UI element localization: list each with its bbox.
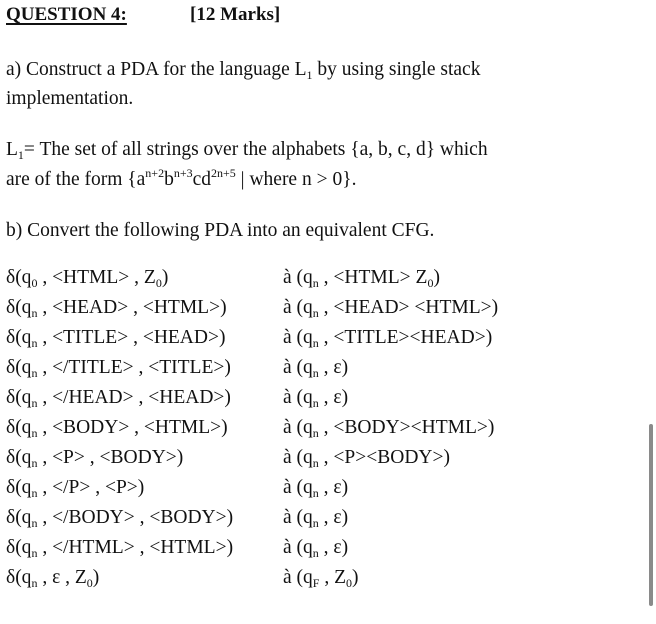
transition-lhs: $\delta(q_n$ , </HTML> , <HTML>) xyxy=(6,537,234,560)
scrollbar[interactable] xyxy=(649,424,653,606)
transition-rhs: à ($q_n$ , ε) xyxy=(283,507,349,530)
transition-lhs: $\delta(q_n$ , <TITLE> , <HEAD>) xyxy=(6,327,226,350)
transition-rhs: à ($q_n$ , <HEAD> <HTML>) xyxy=(283,297,499,320)
transition-lhs: $\delta(q_n$ , ε , $Z_0$) xyxy=(6,567,100,590)
transition-lhs: $\delta(q_n$ , </HEAD> , <HEAD>) xyxy=(6,387,231,410)
transition-lhs: $\delta(q_0$ , <HTML> , $Z_0$) xyxy=(6,267,169,290)
transition-rhs: à ($q_n$ , ε) xyxy=(283,357,349,380)
transition-lhs: $\delta(q_n$ , </P> , <P>) xyxy=(6,477,145,500)
transition-lhs: $\delta(q_n$ , <BODY> , <HTML>) xyxy=(6,417,228,440)
transition-rhs: à ($q_n$ , <P><BODY>) xyxy=(283,447,450,470)
transition-lhs: $\delta(q_n$ , </BODY> , <BODY>) xyxy=(6,507,234,530)
transition-rhs: à ($q_n$ , ε) xyxy=(283,477,349,500)
part-a-line-1: a) Construct a PDA for the language $L_1$ by using single stack xyxy=(6,59,481,82)
language-form: are of the form {$a^{n+2}b^{n+3}cd^{2n+5}$ | where n > 0}. xyxy=(6,166,357,190)
transition-lhs: $\delta(q_n$ , <HEAD> , <HTML>) xyxy=(6,297,227,320)
transition-rhs: à ($q_n$ , <TITLE><HEAD>) xyxy=(283,327,493,350)
marks-label: [12 Marks] xyxy=(190,4,281,25)
language-definition: $L_1=$ The set of all strings over the alphabets {a, b, c, d} which xyxy=(6,139,488,162)
transition-rhs: à ($q_n$ , ε) xyxy=(283,537,349,560)
transition-rhs: à ($q_n$ , ε) xyxy=(283,387,349,410)
transition-lhs: $\delta(q_n$ , </TITLE> , <TITLE>) xyxy=(6,357,231,380)
transition-rhs: à ($q_n$ , <BODY><HTML>) xyxy=(283,417,495,440)
transition-lhs: $\delta(q_n$ , <P> , <BODY>) xyxy=(6,447,184,470)
transition-rhs: à ($q_n$ , <HTML> $Z_0$) xyxy=(283,267,440,290)
question-label: QUESTION 4: xyxy=(6,4,127,25)
part-b-instruction: b) Convert the following PDA into an equivalent CFG. xyxy=(6,220,435,241)
part-a-line-2: implementation. xyxy=(6,88,134,109)
transition-rhs: à ($q_F$ , $Z_0$) xyxy=(283,567,359,590)
